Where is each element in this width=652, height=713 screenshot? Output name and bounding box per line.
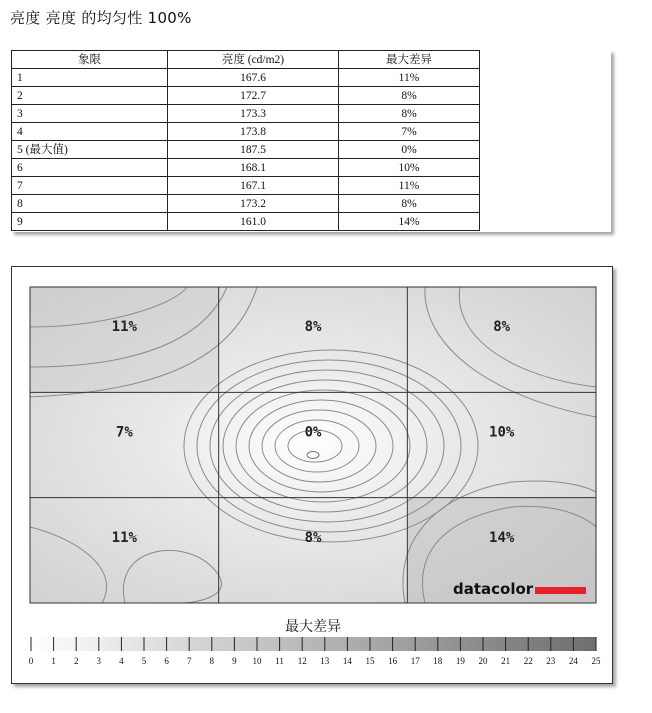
colorbar-tick-label: 2 [73, 656, 79, 666]
colorbar-title: 最大差异 [285, 619, 341, 635]
cell-quadrant: 5 (最大值) [12, 141, 168, 159]
table-row [12, 69, 480, 87]
cell-difference: 11% [339, 177, 480, 195]
colorbar-tick-label: 18 [433, 656, 443, 666]
colorbar-tick-label: 21 [501, 656, 511, 666]
cell-quadrant: 3 [12, 105, 168, 123]
cell-quadrant: 2 [12, 87, 168, 105]
cell-luminance: 173.2 [168, 195, 339, 213]
table-row [12, 141, 480, 159]
colorbar-tick-label: 19 [455, 656, 465, 666]
cell-difference: 14% [339, 213, 480, 231]
colorbar-tick-label: 9 [232, 656, 237, 666]
cell-luminance: 161.0 [168, 213, 339, 231]
cell-difference: 10% [339, 159, 480, 177]
colorbar-tick-label: 12 [297, 656, 307, 666]
cell-luminance: 173.3 [168, 105, 339, 123]
colorbar-tick-label: 11 [275, 656, 284, 666]
uniformity-chart-panel [11, 266, 613, 684]
table-row [12, 159, 480, 177]
colorbar [31, 637, 596, 651]
cell-luminance: 173.8 [168, 123, 339, 141]
colorbar-tick-label: 14 [342, 656, 352, 666]
header-quadrant: 象限 [12, 51, 168, 69]
cell-difference: 8% [339, 87, 480, 105]
quadrant-label-9: 14% [489, 529, 515, 546]
quadrant-label-2: 8% [304, 319, 322, 336]
table-header-row [12, 51, 480, 69]
luminance-table [11, 50, 480, 231]
cell-quadrant: 9 [12, 213, 168, 231]
cell-difference: 8% [339, 105, 480, 123]
colorbar-tick-label: 0 [28, 656, 34, 666]
cell-quadrant: 6 [12, 159, 168, 177]
quadrant-label-5: 0% [304, 424, 322, 441]
colorbar-tick-label: 23 [546, 656, 556, 666]
colorbar-tick-label: 20 [478, 656, 488, 666]
cell-luminance: 167.1 [168, 177, 339, 195]
colorbar-tick-label: 22 [523, 656, 533, 666]
colorbar-tick-label: 10 [252, 656, 262, 666]
quadrant-label-8: 8% [304, 529, 322, 546]
cell-luminance: 187.5 [168, 141, 339, 159]
quadrant-label-7: 11% [111, 529, 137, 546]
colorbar-tick-label: 1 [51, 656, 56, 666]
header-luminance: 亮度 (cd/m2) [168, 51, 339, 69]
cell-quadrant: 4 [12, 123, 168, 141]
colorbar-tick-label: 3 [96, 656, 102, 666]
page-title: 亮度 亮度 的均匀性 100% [10, 9, 192, 27]
quadrant-label-6: 10% [489, 424, 515, 441]
cell-luminance: 172.7 [168, 87, 339, 105]
cell-difference: 11% [339, 69, 480, 87]
colorbar-tick-label: 8 [209, 656, 215, 666]
table-row [12, 105, 480, 123]
table-row [12, 213, 480, 231]
colorbar-tick-label: 24 [568, 656, 578, 666]
datacolor-brand-text: datacolor [453, 580, 534, 598]
uniformity-heatmap [12, 267, 612, 683]
quadrant-label-4: 7% [115, 424, 133, 441]
cell-luminance: 167.6 [168, 69, 339, 87]
colorbar-tick-label: 15 [365, 656, 375, 666]
datacolor-brand-bar [535, 587, 586, 594]
colorbar-tick-label: 16 [388, 656, 398, 666]
colorbar-tick-label: 25 [591, 656, 601, 666]
cell-quadrant: 7 [12, 177, 168, 195]
colorbar-tick-label: 13 [320, 656, 330, 666]
quadrant-label-1: 11% [111, 319, 137, 336]
table-row [12, 177, 480, 195]
colorbar-tick-label: 6 [164, 656, 169, 666]
luminance-table-panel [11, 50, 611, 232]
cell-luminance: 168.1 [168, 159, 339, 177]
corner-shade-top-left [30, 287, 218, 392]
table-row [12, 87, 480, 105]
table-row [12, 123, 480, 141]
cell-difference: 7% [339, 123, 480, 141]
quadrant-label-3: 8% [493, 319, 511, 336]
colorbar-tick-label: 4 [119, 656, 124, 666]
header-max-difference: 最大差异 [339, 51, 480, 69]
colorbar-tick-label: 7 [186, 656, 192, 666]
cell-quadrant: 8 [12, 195, 168, 213]
cell-difference: 8% [339, 195, 480, 213]
colorbar-tick-label: 17 [410, 656, 420, 666]
colorbar-tick-label: 5 [141, 656, 147, 666]
cell-quadrant: 1 [12, 69, 168, 87]
cell-difference: 0% [339, 141, 480, 159]
table-row [12, 195, 480, 213]
